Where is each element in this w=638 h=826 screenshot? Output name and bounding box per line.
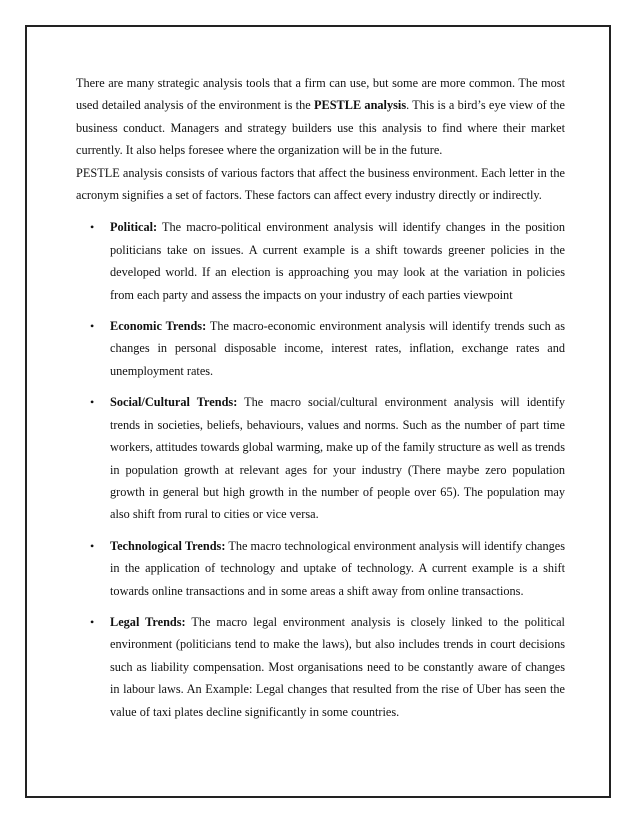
bullet-title: Legal Trends:	[110, 614, 186, 629]
bullet-text: The macro technological environment analysis will identify changes in the application of technology and uptake of technology. A current example is a shift towards online transactions and in some areas a shift away from online transactions.	[110, 538, 565, 598]
intro-text-part: . This is a bird’s eye view of the business conduct. Managers and strategy builders use this analysis to find where their market currently. It also helps foresee where the organization will be in the future.	[76, 98, 565, 158]
intro-text-part: There are many strategic analysis tools that a firm can use, but some are more common. The most used detailed analysis of the environment is the	[76, 76, 565, 113]
bullet-title: Economic Trends:	[110, 319, 207, 334]
list-item-legal	[76, 611, 565, 723]
bullet-text: The macro social/cultural environment analysis will identify trends in societies, beliefs, behaviours, values and norms. Such as the number of part time workers, attitudes towards global warming, make up of the family structure as well as trends in population growth at relevant ages for your industry (There maybe zero population growth in general but high growth in the number of people over 65). The population may also shift from rural to cities or vice versa.	[110, 395, 565, 522]
bullet-title: Social/Cultural Trends:	[110, 395, 238, 410]
acronym-paragraph: PESTLE analysis consists of various factors that affect the business environment. Each letter in the acronym signifies a set of factors. These factors can affect every industry directly or indirectly.	[76, 165, 565, 203]
bullet-icon: •	[90, 538, 95, 553]
bullet-text: The macro-political environment analysis will identify changes in the position politicians take on issues. A current example is a shift towards greener policies in the developed world. If an election is approaching you may look at the variation in policies from each party and assess the impacts on your industry of each parties viewpoint	[110, 220, 565, 302]
bullet-icon: •	[90, 614, 95, 629]
bullet-text: The macro-economic environment analysis will identify trends such as changes in personal disposable income, interest rates, inflation, exchange rates and unemployment rates.	[110, 319, 565, 378]
bullet-icon: •	[90, 395, 95, 410]
document-body	[76, 72, 565, 732]
list-item-technological	[76, 535, 565, 602]
bullet-icon: •	[90, 319, 95, 334]
intro-paragraph	[76, 72, 565, 162]
bullet-title: Political:	[110, 220, 158, 235]
bullet-text: The macro legal environment analysis is closely linked to the political environment (politicians tend to make the laws), but also includes trends in court decisions such as liability compensation. Most organisations need to be constantly aware of changes in labour laws. An Example: Legal changes that resulted from the rise of Uber has seen the value of taxi plates decline significantly in some countries.	[110, 614, 565, 719]
bullet-icon: •	[90, 220, 95, 235]
bullet-title: Technological Trends:	[110, 538, 226, 553]
factor-list	[76, 216, 565, 723]
pestle-emphasis: PESTLE analysis	[313, 98, 407, 113]
list-item-social-cultural	[76, 391, 565, 525]
list-item-economic	[76, 315, 565, 382]
list-item-political	[76, 216, 565, 306]
